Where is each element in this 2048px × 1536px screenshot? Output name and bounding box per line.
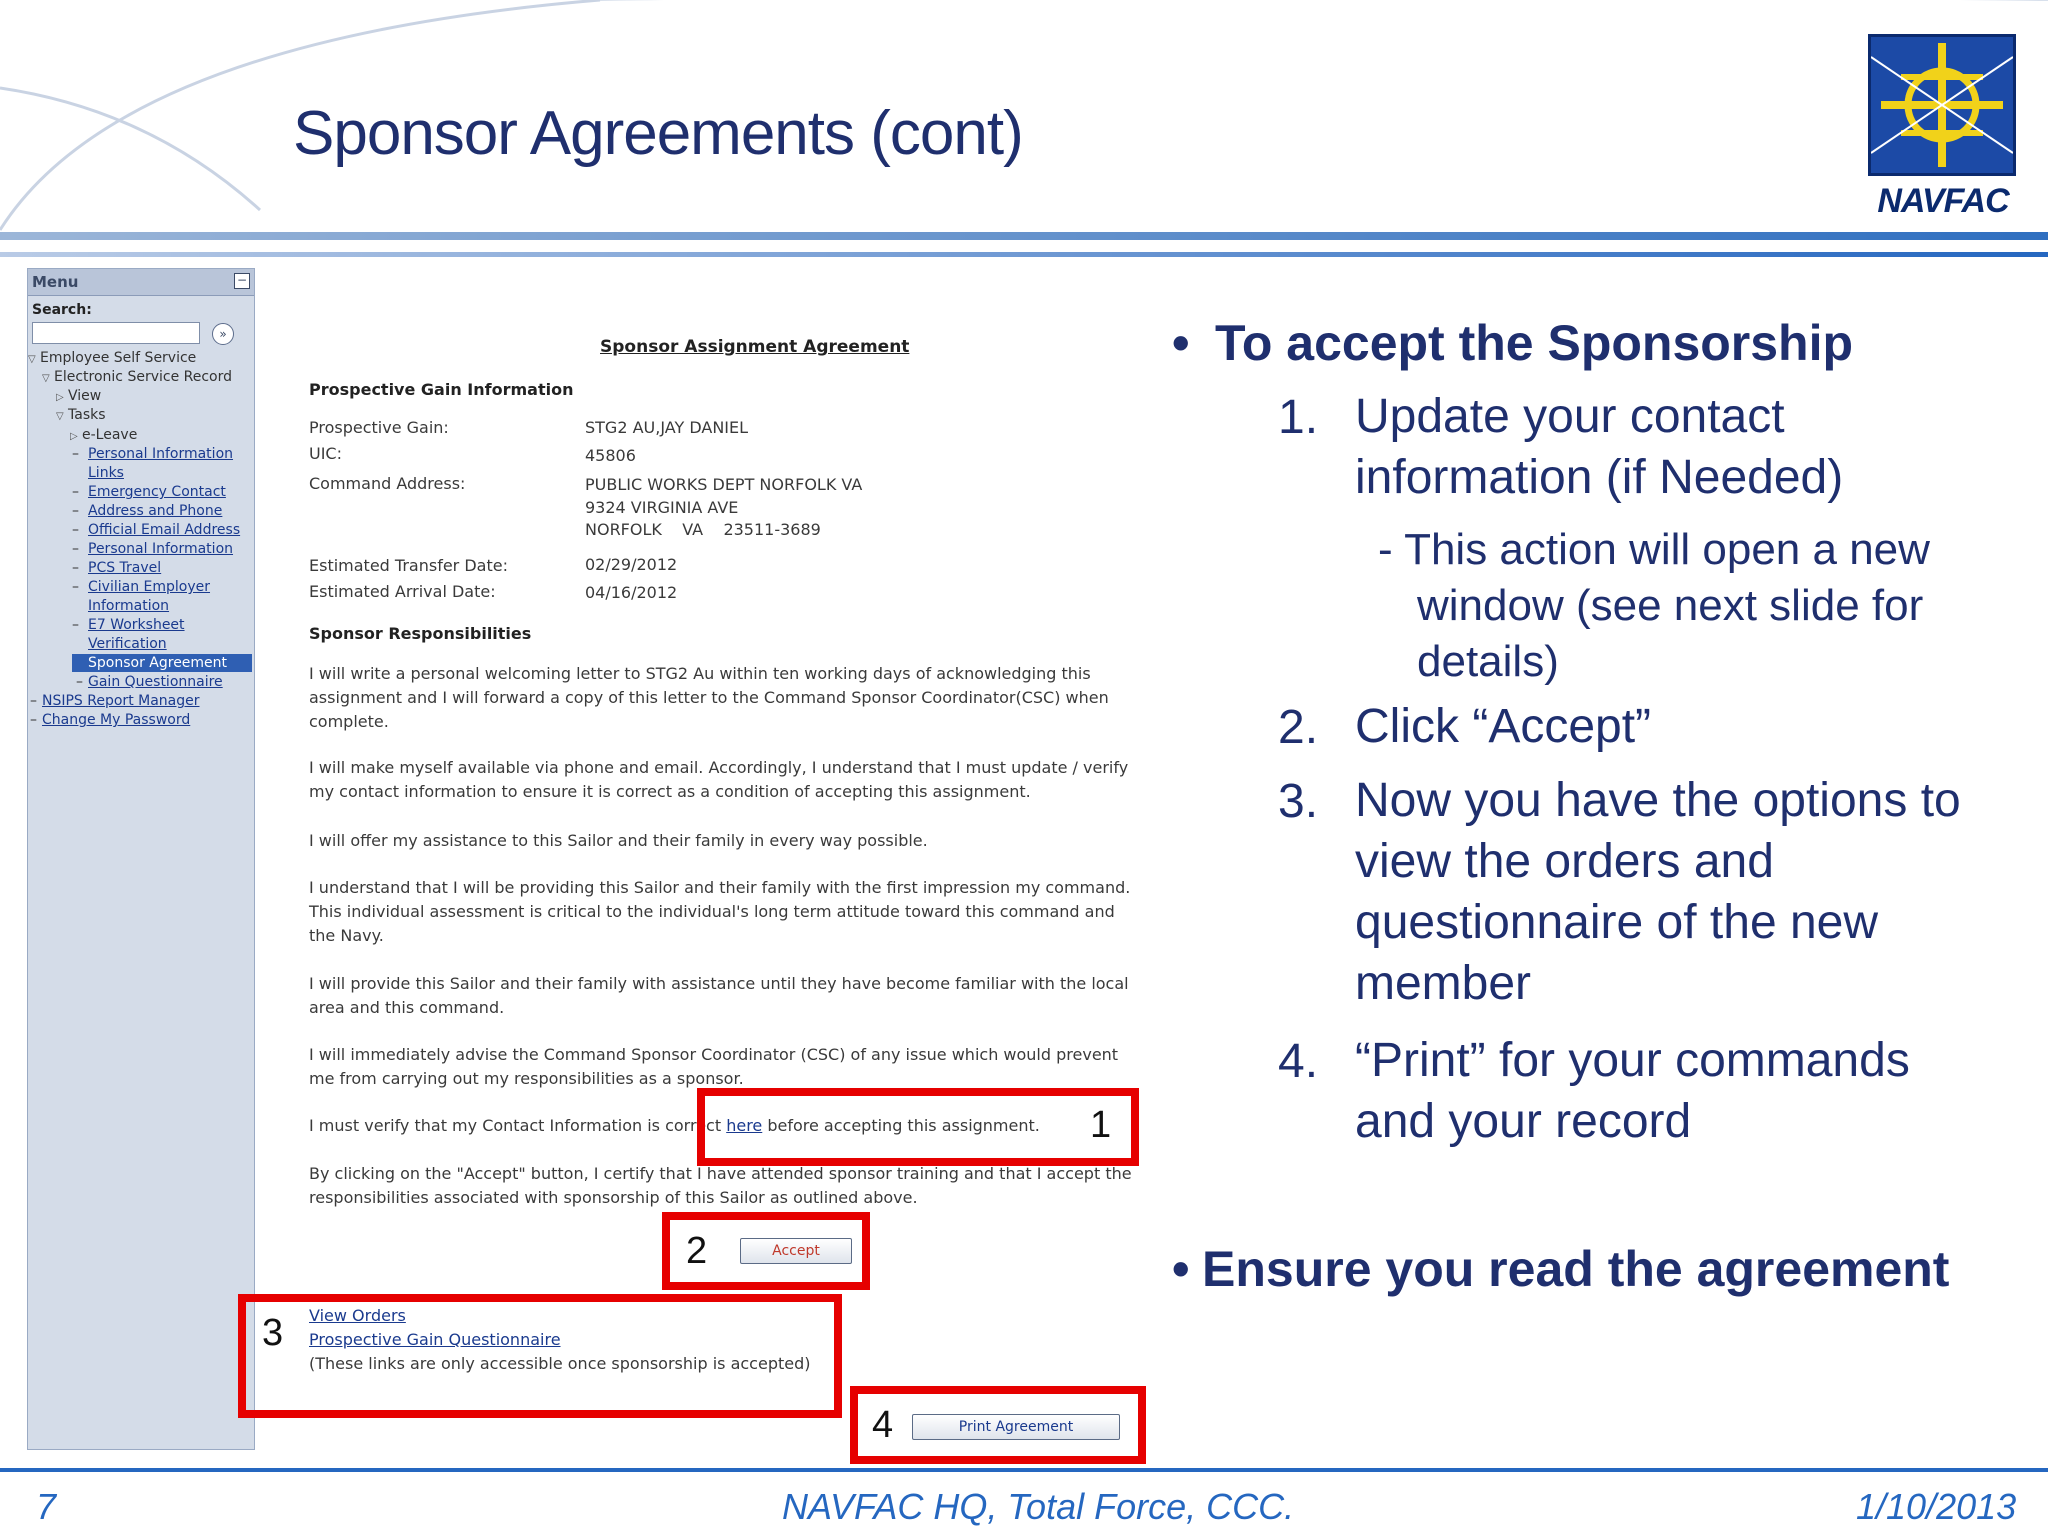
address-line-1: PUBLIC WORKS DEPT NORFOLK VA (585, 475, 863, 494)
tree-dash: – (72, 446, 79, 462)
tree-dash: – (72, 484, 79, 500)
verify-text-end: before accepting this assignment. (762, 1116, 1040, 1135)
gain-section-heading: Prospective Gain Information (309, 380, 574, 399)
search-label: Search: (32, 302, 92, 318)
slide-title: Sponsor Agreements (cont) (293, 99, 1023, 168)
callout-number-4: 4 (872, 1404, 894, 1446)
links-note: (These links are only accessible once sponsorship is accepted) (309, 1354, 811, 1373)
command-address-label: Command Address: (309, 474, 466, 493)
print-agreement-button[interactable]: Print Agreement (912, 1414, 1120, 1440)
step-text-3: Now you have the options to view the orders and questionnaire of the new member (1355, 774, 1961, 1010)
expand-icon: ▽ (28, 354, 36, 365)
footer-org: NAVFAC HQ, Total Force, CCC. (782, 1486, 1295, 1527)
uic-label: UIC: (309, 444, 342, 463)
verify-text: I must verify that my Contact Information is correct (309, 1116, 727, 1135)
ensure-note: Ensure you read the agreement (1202, 1241, 1950, 1297)
sidebar-link-links[interactable]: Links (88, 465, 124, 481)
sidebar-menu (27, 268, 255, 1450)
tree-item-employee-self-service[interactable] (28, 349, 196, 369)
sidebar-link-e7-worksheet[interactable]: E7 Worksheet (88, 617, 185, 633)
menu-header (28, 269, 254, 296)
responsibilities-heading: Sponsor Responsibilities (309, 624, 532, 643)
prospective-gain-questionnaire-link[interactable]: Prospective Gain Questionnaire (309, 1330, 561, 1349)
callout-box-1 (697, 1088, 1139, 1166)
page-number: 7 (36, 1486, 57, 1527)
tree-dash: – (72, 579, 79, 595)
address-line-3: NORFOLK VA 23511-3689 (585, 520, 821, 539)
step-text-4: “Print” for your commands and your record (1355, 1034, 1910, 1148)
responsibility-paragraph: I will make myself available via phone and email. Accordingly, I understand that I must update / verify my contact information to ensure it is correct as a condition of accepting this assignment. (309, 758, 1129, 801)
arrival-date-value: 04/16/2012 (585, 583, 678, 602)
step-1-subnote-line-3: details) (1417, 637, 1559, 686)
prospective-gain-value: STG2 AU,JAY DANIEL (585, 418, 749, 437)
sidebar-link-civilian-employer[interactable]: Civilian Employer (88, 579, 211, 595)
callout-box-4 (850, 1386, 1146, 1464)
uic-value: 45806 (585, 446, 636, 465)
ensure-bullet-icon: • (1172, 1241, 1190, 1297)
certification-paragraph: By clicking on the "Accept" button, I certify that I have attended sponsor training and that I accept the responsibilities associated with sponsorship of this Sailor as outlined above. (309, 1164, 1132, 1207)
tree-label: Electronic Service Record (54, 369, 233, 385)
step-number-4: 4. (1278, 1035, 1319, 1088)
sidebar-link-personal-information[interactable]: Personal Information (88, 446, 234, 462)
sidebar-item-sponsor-agreement[interactable]: Sponsor Agreement (72, 654, 252, 672)
contact-info-here-link[interactable]: here (726, 1116, 763, 1135)
logo-globe-icon (1871, 37, 2013, 173)
arrival-date-label: Estimated Arrival Date: (309, 582, 496, 601)
tree-item-electronic-service-record[interactable] (42, 368, 232, 388)
view-orders-link[interactable]: View Orders (309, 1306, 406, 1325)
footer-date: 1/10/2013 (1856, 1486, 2017, 1527)
tree-dash: – (30, 712, 37, 728)
sidebar-link-gain-questionnaire[interactable]: Gain Questionnaire (88, 674, 223, 690)
header-rule (0, 232, 2048, 240)
menu-title: Menu (32, 273, 79, 291)
tree-dash: – (76, 674, 83, 690)
notes-heading: To accept the Sponsorship (1215, 315, 1854, 371)
sidebar-link-change-password[interactable]: Change My Password (42, 712, 191, 728)
expand-icon: ▽ (56, 411, 64, 422)
step-text-1: Update your contact information (if Needed) (1355, 390, 1844, 504)
callout-number-2: 2 (686, 1230, 708, 1272)
step-number-2: 2. (1278, 701, 1319, 754)
tree-dash: – (72, 503, 79, 519)
sidebar-link-pcs-travel[interactable]: PCS Travel (88, 560, 162, 576)
step-1-subnote-line-1: - This action will open a new (1378, 525, 1930, 574)
sidebar-link-verification[interactable]: Verification (88, 636, 167, 652)
tree-dash: – (30, 693, 37, 709)
tree-dash: – (72, 617, 79, 633)
responsibility-paragraph: I will write a personal welcoming letter to STG2 Au within ten working days of acknowledging this assignment and I will forward a copy of this letter to the Command Sponsor Coordinator(CSC) when complete. (309, 664, 1109, 731)
sidebar-link-personal-information-2[interactable]: Personal Information (88, 541, 234, 557)
prospective-gain-label: Prospective Gain: (309, 418, 449, 437)
callout-number-1: 1 (1090, 1104, 1112, 1146)
sidebar-link-address-and-phone[interactable]: Address and Phone (88, 503, 223, 519)
sidebar-link-information[interactable]: Information (88, 598, 170, 614)
logo-text: NAVFAC (1877, 182, 2009, 220)
transfer-date-label: Estimated Transfer Date: (309, 556, 508, 575)
header-rule-thin (0, 252, 2048, 257)
tree-dash: – (72, 522, 79, 538)
tree-label: View (68, 388, 102, 404)
tree-item-e-leave[interactable] (70, 426, 137, 446)
transfer-date-value: 02/29/2012 (585, 555, 678, 574)
tree-label: Tasks (68, 407, 106, 423)
search-go-icon[interactable]: » (212, 323, 234, 345)
accept-button[interactable]: Accept (740, 1238, 852, 1264)
sidebar-link-official-email[interactable]: Official Email Address (88, 522, 241, 538)
step-number-1: 1. (1278, 391, 1319, 444)
tree-item-view[interactable] (56, 387, 101, 407)
responsibility-paragraph: I will offer my assistance to this Sailor and their family in every way possible. (309, 831, 928, 850)
callout-number-3: 3 (262, 1312, 284, 1354)
tree-label: e-Leave (82, 427, 138, 443)
step-1-subnote-line-2: window (see next slide for (1417, 581, 1924, 630)
expand-icon: ▽ (42, 373, 50, 384)
sidebar-link-nsips-report-manager[interactable]: NSIPS Report Manager (42, 693, 200, 709)
step-text-2: Click “Accept” (1355, 700, 1652, 753)
sidebar-link-emergency-contact[interactable]: Emergency Contact (88, 484, 226, 500)
search-input[interactable] (32, 322, 200, 344)
responsibility-paragraph: I will immediately advise the Command Sponsor Coordinator (CSC) of any issue which would prevent me from carrying out my responsibilities as a sponsor. (309, 1045, 1119, 1088)
footer-rule (0, 1468, 2048, 1472)
notes-bullet-icon: • (1172, 315, 1190, 371)
agreement-heading: Sponsor Assignment Agreement (600, 337, 910, 357)
collapsed-icon: ▷ (70, 431, 78, 442)
address-line-2: 9324 VIRGINIA AVE (585, 498, 739, 517)
tree-label: Employee Self Service (40, 350, 197, 366)
responsibility-paragraph: I will provide this Sailor and their family with assistance until they have become familiar with the local area and this command. (309, 974, 1129, 1017)
collapse-icon[interactable]: − (234, 273, 250, 289)
step-number-3: 3. (1278, 775, 1319, 828)
tree-dash: – (72, 560, 79, 576)
collapsed-icon: ▷ (56, 392, 64, 403)
callout-box-3 (238, 1294, 842, 1418)
tree-dash: – (72, 541, 79, 557)
logo-emblem (1868, 34, 2016, 176)
responsibility-paragraph: I understand that I will be providing this Sailor and their family with the first impression my command. This individual assessment is critical to the individual's long term attitude toward this command and the Navy. (309, 878, 1131, 945)
tree-item-tasks[interactable] (56, 406, 106, 426)
navfac-logo (1868, 34, 2018, 218)
